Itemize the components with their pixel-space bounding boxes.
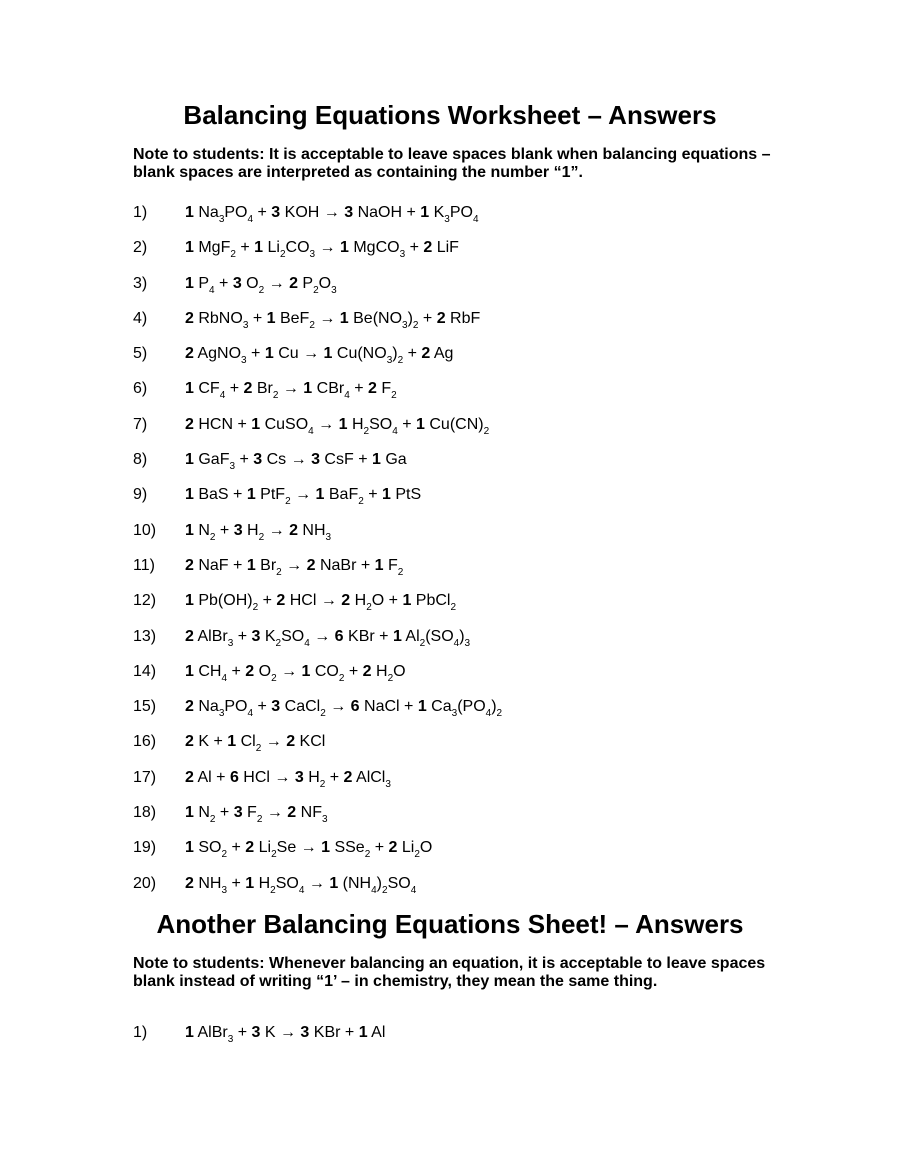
equation-row bbox=[0, 521, 900, 556]
equation-number: 5) bbox=[133, 345, 148, 363]
second-sheet-title: Another Balancing Equations Sheet! – Answers bbox=[156, 909, 744, 939]
equation-number: 7) bbox=[133, 415, 148, 433]
equation-number: 20) bbox=[133, 874, 157, 892]
balanced-equation: 1 MgF$_2$ + 1 $Li_2CO_3 \to 1$ MgCO$_3$ + 2 LiF bbox=[185, 239, 459, 261]
equation-number: 19) bbox=[133, 839, 157, 857]
balanced-equation: 1 $CH_4 + 2$ $O_2 \to 1$ $CO_2 + 2$ $H_2O$ bbox=[185, 662, 406, 684]
student-note: Note to students: It is acceptable to leave spaces blank when balancing equations – blank spaces are interpreted as containing the number “1”. bbox=[133, 146, 771, 181]
balanced-equation: 2 RbNO$_3$ + 1 BeF$_2$ → 1 $Be(NO_3)_2 + 2$ RbF bbox=[185, 309, 481, 331]
balanced-equation: 1 $Pb(OH)_2 + 2$ HCl → 2 $H_2O + 1$ PbCl$_2$ bbox=[185, 592, 457, 614]
second-student-note: Note to students: Whenever balancing an equation, it is acceptable to leave spaces blank instead of writing “1’ – in chemistry, they mean the same thing. bbox=[133, 955, 766, 990]
balanced-equation: 2 $Na_3PO_4 + 3$ CaCl$_2$ → 6 NaCl + 1 $Ca_3(PO_4)_2$ bbox=[185, 698, 503, 720]
balanced-equation: 1 $N_2 + 3$ $H_2 \to 2$ $NH_3$ bbox=[185, 521, 332, 543]
balanced-equation: 2 K + 1 $Cl_2 \to 2$ KCl bbox=[185, 733, 326, 755]
equation-row bbox=[0, 556, 900, 591]
equation-row bbox=[0, 485, 900, 520]
balanced-equation: 1 $P_4 + 3$ $O_2 \to 2$ $P_2O_3$ bbox=[185, 274, 337, 296]
equation-row bbox=[0, 379, 900, 414]
equation-row bbox=[0, 415, 900, 450]
equation-list bbox=[0, 203, 900, 909]
equation-number: 13) bbox=[133, 627, 157, 645]
equation-row bbox=[0, 238, 900, 273]
second-equation-list bbox=[0, 1023, 900, 1058]
equation-row bbox=[0, 874, 900, 909]
equation-number: 8) bbox=[133, 451, 148, 469]
equation-number: 1) bbox=[133, 1024, 148, 1041]
balanced-equation: 2 $NH_3 + 1$ $H_2SO_4 \to 1$ $(NH_4)_2SO_4$ bbox=[185, 874, 417, 896]
equation-row bbox=[0, 697, 900, 732]
balanced-equation: 2 HCN + 1 CuSO$_4$ → 1 $H_2SO_4 + 1$ $Cu(CN)_2$ bbox=[185, 415, 490, 437]
equation-row bbox=[0, 1023, 900, 1058]
equation-row bbox=[0, 591, 900, 626]
equation-row bbox=[0, 838, 900, 873]
balanced-equation: 2 AgNO$_3$ + 1 Cu → 1 $Cu(NO_3)_2 + 2$ Ag bbox=[185, 345, 454, 367]
worksheet-title: Balancing Equations Worksheet – Answers bbox=[183, 100, 717, 130]
equation-number: 14) bbox=[133, 662, 157, 680]
equation-number: 11) bbox=[133, 556, 155, 574]
equation-row bbox=[0, 768, 900, 803]
balanced-equation: 1 AlBr$_3$ + 3 K → 3 KBr + 1 Al bbox=[185, 1024, 386, 1045]
equation-number: 2) bbox=[133, 239, 148, 257]
equation-number: 18) bbox=[133, 804, 157, 822]
equation-row bbox=[0, 803, 900, 838]
equation-row bbox=[0, 627, 900, 662]
balanced-equation: 1 GaF$_3$ + 3 Cs → 3 CsF + 1 Ga bbox=[185, 451, 407, 473]
balanced-equation: 2 AlBr$_3$ + 3 $K_2SO_4 \to 6$ KBr + 1 $Al_2(SO_4)_3$ bbox=[185, 627, 471, 649]
balanced-equation: 1 BaS + 1 PtF$_2$ → 1 BaF$_2$ + 1 PtS bbox=[185, 486, 422, 508]
equation-row bbox=[0, 732, 900, 767]
equation-number: 4) bbox=[133, 309, 148, 327]
balanced-equation: 1 $SO_2 + 2$ $Li_2Se \to 1$ SSe$_2$ + 2 $Li_2O$ bbox=[185, 839, 433, 861]
equation-row bbox=[0, 274, 900, 309]
balanced-equation: 1 $CF_4 + 2$ $Br_2 \to 1$ CBr$_4$ + 2 $F_2$ bbox=[185, 380, 397, 402]
balanced-equation: 1 $Na_3PO_4 + 3$ KOH → 3 NaOH + 1 $K_3PO_4$ bbox=[185, 204, 479, 225]
equation-row bbox=[0, 450, 900, 485]
equation-row bbox=[0, 309, 900, 344]
equation-row bbox=[0, 344, 900, 379]
equation-number: 16) bbox=[133, 733, 157, 751]
equation-number: 6) bbox=[133, 380, 148, 398]
balanced-equation: 2 NaF + 1 $Br_2 \to 2$ NaBr + 1 $F_2$ bbox=[185, 556, 404, 578]
equation-number: 12) bbox=[133, 592, 157, 610]
equation-number: 17) bbox=[133, 768, 157, 786]
balanced-equation: 1 $N_2 + 3$ $F_2 \to 2$ $NF_3$ bbox=[185, 804, 328, 826]
equation-number: 1) bbox=[133, 204, 148, 221]
equation-number: 9) bbox=[133, 486, 148, 504]
equation-number: 3) bbox=[133, 274, 148, 292]
equation-row bbox=[0, 662, 900, 697]
balanced-equation: 2 Al + 6 HCl → 3 $H_2 + 2$ AlCl$_3$ bbox=[185, 768, 391, 790]
equation-row bbox=[0, 203, 900, 238]
equation-number: 15) bbox=[133, 698, 157, 716]
equation-number: 10) bbox=[133, 521, 157, 539]
